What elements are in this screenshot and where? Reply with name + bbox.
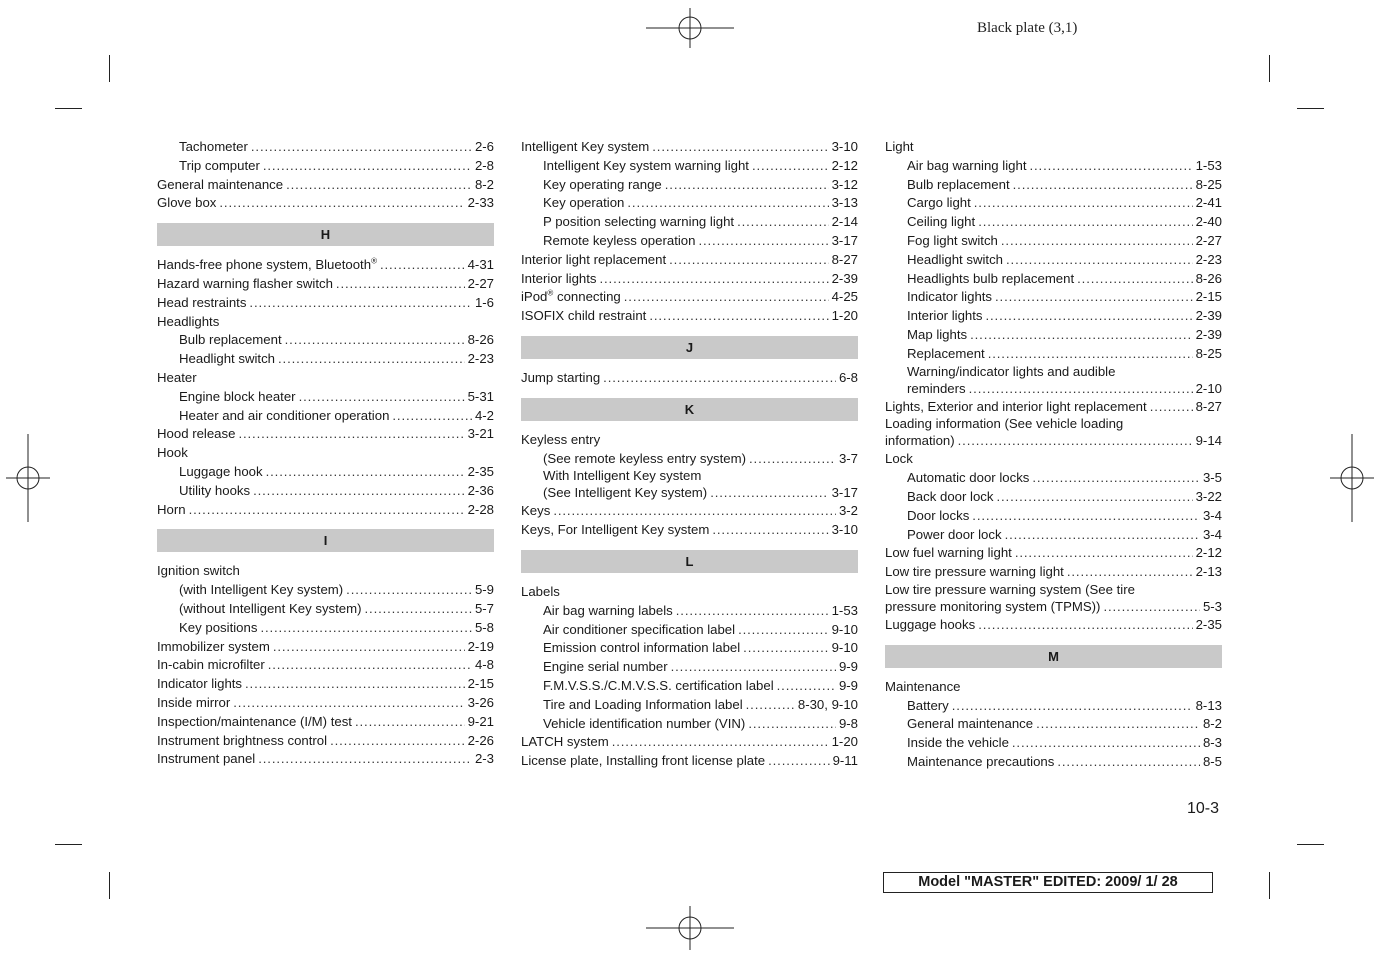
index-entry: Low fuel warning light . . . 2-12: [885, 544, 1222, 563]
index-entry: Vehicle identification number (VIN) . . . 9-8: [521, 715, 858, 734]
index-heading: Heater: [157, 369, 197, 385]
index-entry: Inspection/maintenance (I/M) test . . . 9-21: [157, 713, 494, 732]
section-letter-j: J: [521, 336, 858, 359]
index-entry: Heater and air conditioner operation . . . 4-2: [157, 407, 494, 426]
index-entry: Intelligent Key system . . . 3-10: [521, 138, 858, 157]
index-entry: ISOFIX child restraint . . . 1-20: [521, 307, 858, 326]
index-entry: Emission control information label . . . 9-10: [521, 639, 858, 658]
index-entry: Air conditioner specification label . . . 9-10: [521, 621, 858, 640]
crop-mark: [1297, 844, 1324, 845]
index-entry: Tire and Loading Information label . . . 8-30, 9-10: [521, 696, 858, 715]
index-entry: P position selecting warning light . . . 2-14: [521, 213, 858, 232]
model-edited-box: Model "MASTER" EDITED: 2009/ 1/ 28: [883, 872, 1213, 893]
index-entry: Cargo light . . . 2-41: [885, 194, 1222, 213]
index-entry: Trip computer . . . 2-8: [157, 157, 494, 176]
index-entry: Bulb replacement . . . 8-25: [885, 176, 1222, 195]
crop-mark: [55, 108, 82, 109]
index-entry: Fog light switch . . . 2-27: [885, 232, 1222, 251]
index-entry: Low tire pressure warning light . . . 2-13: [885, 563, 1222, 582]
index-entry: Intelligent Key system warning light . . . 2-12: [521, 157, 858, 176]
index-entry: Key operation . . . 3-13: [521, 194, 858, 213]
index-entry: Luggage hook . . . 2-35: [157, 463, 494, 482]
index-entry: Inside the vehicle . . . 8-3: [885, 734, 1222, 753]
index-entry: Hood release . . . 3-21: [157, 425, 494, 444]
crop-mark: [1269, 55, 1270, 82]
index-entry: Automatic door locks . . . 3-5: [885, 469, 1222, 488]
index-entry: General maintenance . . . 8-2: [157, 176, 494, 195]
index-heading: Keyless entry: [521, 431, 601, 447]
index-entry: Headlight switch . . . 2-23: [157, 350, 494, 369]
index-entry: Maintenance precautions . . . 8-5: [885, 753, 1222, 772]
index-entry: Ceiling light . . . 2-40: [885, 213, 1222, 232]
index-entry: Key positions . . . 5-8: [157, 619, 494, 638]
index-entry: Air bag warning labels . . . 1-53: [521, 602, 858, 621]
crop-mark: [55, 844, 82, 845]
index-heading: Maintenance: [885, 678, 961, 694]
index-heading: Labels: [521, 583, 560, 599]
index-entry: Headlights bulb replacement . . . 8-26: [885, 270, 1222, 289]
index-entry: Instrument panel . . . 2-3: [157, 750, 494, 769]
index-entry-multiline: Loading information (See vehicle loading information) . . . 9-14: [885, 416, 1222, 450]
index-entry: (with Intelligent Key system) . . . 5-9: [157, 581, 494, 600]
index-entry: License plate, Installing front license plate . . . 9-11: [521, 752, 858, 771]
registration-mark-icon: [646, 906, 734, 950]
index-heading: Headlights: [157, 313, 220, 329]
index-heading: Light: [885, 139, 914, 154]
section-letter-h: H: [157, 223, 494, 246]
index-entry: Inside mirror . . . 3-26: [157, 694, 494, 713]
crop-mark: [109, 55, 110, 82]
index-entry: (See remote keyless entry system) . . . 3-7: [521, 450, 858, 469]
index-entry: Replacement . . . 8-25: [885, 345, 1222, 364]
index-entry: Engine block heater . . . 5-31: [157, 388, 494, 407]
index-entry: Engine serial number . . . 9-9: [521, 658, 858, 677]
section-letter-k: K: [521, 398, 858, 421]
section-letter-m: M: [885, 645, 1222, 668]
index-heading: Ignition switch: [157, 563, 240, 579]
index-entry: F.M.V.S.S./C.M.V.S.S. certification label . . . 9-9: [521, 677, 858, 696]
index-entry: Keys, For Intelligent Key system . . . 3-10: [521, 521, 858, 540]
section-letter-i: I: [157, 529, 494, 552]
crop-mark: [1297, 108, 1324, 109]
index-entry: Bulb replacement . . . 8-26: [157, 331, 494, 350]
index-entry: Lights, Exterior and interior light replacement . . . 8-27: [885, 398, 1222, 417]
index-entry-multiline: Low tire pressure warning system (See tire pressure monitoring system (TPMS)) . . . 5-3: [885, 582, 1222, 616]
index-entry: Map lights . . . 2-39: [885, 326, 1222, 345]
index-entry: Keys . . . 3-2: [521, 502, 858, 521]
crop-mark: [1269, 872, 1270, 899]
index-entry-multiline: Warning/indicator lights and audible reminders . . . 2-10: [885, 364, 1222, 398]
registration-mark-icon: [646, 8, 734, 48]
index-entry: Luggage hooks . . . 2-35: [885, 616, 1222, 635]
index-entry: Power door lock . . . 3-4: [885, 526, 1222, 545]
index-entry: Hands-free phone system, Bluetooth® . . . 4-31: [157, 256, 494, 275]
index-entry: Hazard warning flasher switch . . . 2-27: [157, 275, 494, 294]
index-entry: Key operating range . . . 3-12: [521, 176, 858, 195]
plate-label: Black plate (3,1): [977, 20, 1078, 36]
index-entry: Instrument brightness control . . . 2-26: [157, 732, 494, 751]
index-entry: Interior lights . . . 2-39: [521, 270, 858, 289]
index-entry: Interior lights . . . 2-39: [885, 307, 1222, 326]
index-entry: Tachometer . . . 2-6: [157, 138, 494, 157]
index-entry: Jump starting . . . 6-8: [521, 369, 858, 388]
index-entry: LATCH system . . . 1-20: [521, 733, 858, 752]
page-number: 10-3: [1187, 800, 1220, 817]
index-column-1: [157, 138, 494, 769]
registration-mark-icon: [6, 434, 50, 522]
index-entry: Head restraints . . . 1-6: [157, 294, 494, 313]
index-entry: (without Intelligent Key system) . . . 5-7: [157, 600, 494, 619]
index-column-2: [521, 138, 858, 771]
index-entry: Interior light replacement . . . 8-27: [521, 251, 858, 270]
index-entry: Air bag warning light . . . 1-53: [885, 157, 1222, 176]
index-heading: Lock: [885, 451, 913, 467]
index-entry: Headlight switch . . . 2-23: [885, 251, 1222, 270]
index-entry: Indicator lights . . . 2-15: [157, 675, 494, 694]
index-entry: Indicator lights . . . 2-15: [885, 288, 1222, 307]
index-entry: Back door lock . . . 3-22: [885, 488, 1222, 507]
section-letter-l: L: [521, 550, 858, 573]
index-entry: Immobilizer system . . . 2-19: [157, 638, 494, 657]
index-entry: Door locks . . . 3-4: [885, 507, 1222, 526]
index-heading: Hook: [157, 445, 188, 461]
index-entry: Remote keyless operation . . . 3-17: [521, 232, 858, 251]
crop-mark: [109, 872, 110, 899]
index-entry: Glove box . . . 2-33: [157, 194, 494, 213]
index-entry: In-cabin microfilter . . . 4-8: [157, 656, 494, 675]
index-entry: Horn . . . 2-28: [157, 501, 494, 520]
index-column-3: [885, 138, 1222, 772]
index-entry-multiline: With Intelligent Key system (See Intelligent Key system) . . . 3-17: [521, 468, 858, 502]
index-entry: iPod® connecting . . . 4-25: [521, 288, 858, 307]
index-entry: Battery . . . 8-13: [885, 697, 1222, 716]
registration-mark-icon: [1330, 434, 1374, 522]
index-entry: General maintenance . . . 8-2: [885, 715, 1222, 734]
index-entry: Utility hooks . . . 2-36: [157, 482, 494, 501]
